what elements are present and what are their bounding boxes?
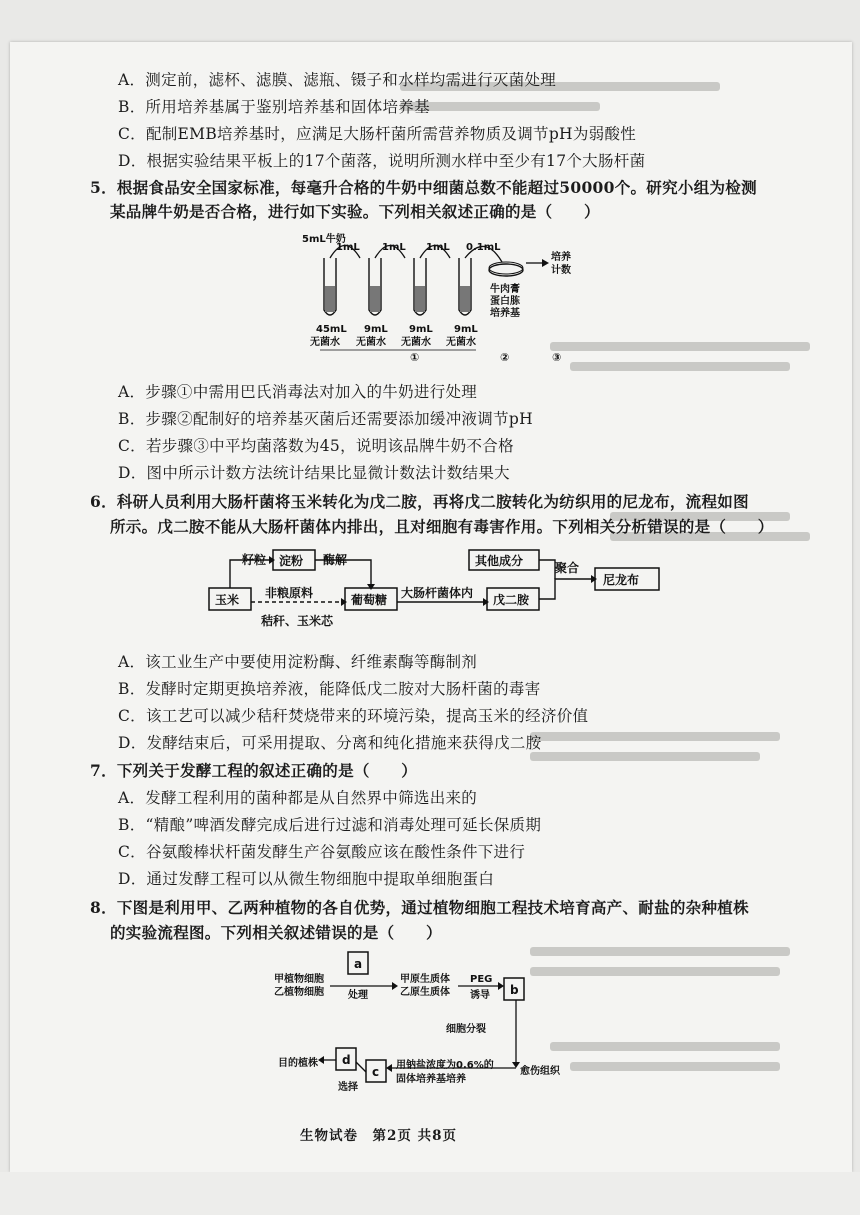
- tube4-water: 无菌水: [446, 337, 476, 348]
- tube2-volume: 9mL: [364, 324, 388, 335]
- label-in-ecoli: 大肠杆菌体内: [401, 586, 474, 600]
- label-peg: PEG: [470, 974, 493, 985]
- tube3-volume: 9mL: [409, 324, 433, 335]
- q8-stem-line1: 8．下图是利用甲、乙两种植物的各自优势，通过植物细胞工程技术培育高产、耐盐的杂种植株: [90, 898, 749, 917]
- label-division: 细胞分裂: [446, 1024, 486, 1035]
- label-polymerize: 聚合: [555, 561, 580, 575]
- node-glucose: 葡萄糖: [351, 593, 388, 607]
- q7-option-c: C．谷氨酸棒状杆菌发酵生产谷氨酸应该在酸性条件下进行: [118, 843, 526, 861]
- background-strip: [0, 1172, 860, 1215]
- label-medium: 固体培养基培养: [396, 1074, 466, 1085]
- milk-label: 5mL牛奶: [302, 234, 346, 245]
- cell-jia: 甲植物细胞: [274, 974, 324, 985]
- q5-stem-line1: 5．根据食品安全国家标准，每毫升合格的牛奶中细菌总数不能超过50000个。研究小组为检测: [90, 178, 757, 197]
- q6-stem-line2: 所示。戊二胺不能从大肠杆菌体内排出，且对细胞有毒害作用。下列相关分析错误的是（ ）: [110, 517, 774, 536]
- q6-option-b: B．发酵时定期更换培养液，能降低戊二胺对大肠杆菌的毒害: [118, 680, 541, 698]
- q4-option-a: A．测定前，滤杯、滤膜、滤瓶、镊子和水样均需进行灭菌处理: [118, 71, 557, 89]
- q6-option-d: D．发酵结束后，可采用提取、分离和纯化措施来获得戊二胺: [118, 734, 542, 752]
- q6-flow-diagram: [205, 542, 765, 628]
- exam-page: [10, 42, 852, 1172]
- tube1-water: 无菌水: [310, 337, 340, 348]
- protoplast-jia: 甲原生质体: [400, 974, 450, 985]
- tube1-volume: 45mL: [316, 324, 347, 335]
- cell-yi: 乙植物细胞: [274, 987, 324, 998]
- culture-label: 培养: [551, 252, 571, 263]
- tube3-water: 无菌水: [401, 337, 431, 348]
- count-label: 计数: [551, 265, 571, 276]
- medium-line2: 蛋白胨: [490, 296, 520, 307]
- q4-option-b: B．所用培养基属于鉴别培养基和固体培养基: [118, 98, 430, 116]
- step-3: ③: [552, 351, 562, 364]
- label-select: 选择: [338, 1082, 358, 1093]
- q7-option-a: A．发酵工程利用的菌种都是从自然界中筛选出来的: [118, 789, 478, 807]
- q8-stem-line2: 的实验流程图。下列相关叙述错误的是（ ）: [110, 923, 442, 942]
- q7-option-b: B．“精酿”啤酒发酵完成后进行过滤和消毒处理可延长保质期: [118, 816, 542, 834]
- q6-option-c: C．该工艺可以减少秸秆焚烧带来的环境污染，提高玉米的经济价值: [118, 707, 589, 725]
- q5-option-c: C．若步骤③中平均菌落数为45，说明该品牌牛奶不合格: [118, 437, 514, 455]
- q7-stem: 7．下列关于发酵工程的叙述正确的是（ ）: [90, 761, 418, 780]
- step-1: ①: [410, 351, 420, 364]
- transfer-1: 1mL: [336, 242, 360, 253]
- q5-option-b: B．步骤②配制好的培养基灭菌后还需要添加缓冲液调节pH: [118, 410, 533, 428]
- node-callus: 愈伤组织: [520, 1066, 560, 1077]
- q6-option-a: A．该工业生产中要使用淀粉酶、纤维素酶等酶制剂: [118, 653, 478, 671]
- q4-option-c: C．配制EMB培养基时，应满足大肠杆菌所需营养物质及调节pH为弱酸性: [118, 125, 637, 143]
- node-nylon: 尼龙布: [603, 573, 640, 587]
- transfer-3: 1mL: [426, 242, 450, 253]
- label-induce: 诱导: [470, 990, 490, 1001]
- q6-stem-line1: 6．科研人员利用大肠杆菌将玉米转化为戊二胺，再将戊二胺转化为纺织用的尼龙布，流程如图: [90, 492, 749, 511]
- tube4-volume: 9mL: [454, 324, 478, 335]
- q5-option-d: D．图中所示计数方法统计结果比显微计数法计数结果大: [118, 464, 510, 482]
- node-corn: 玉米: [215, 593, 240, 607]
- node-other: 其他成分: [475, 554, 524, 568]
- label-non-grain: 非粮原料: [265, 586, 314, 600]
- medium-line1: 牛肉膏: [490, 284, 520, 295]
- tube2-water: 无菌水: [356, 337, 386, 348]
- box-a: a: [354, 957, 363, 971]
- transfer-4: 0.1mL: [466, 242, 501, 253]
- label-process: 处理: [348, 990, 368, 1001]
- box-b: b: [510, 983, 519, 997]
- node-target: 目的植株: [278, 1058, 318, 1069]
- medium-line3: 培养基: [490, 308, 520, 319]
- step-2: ②: [500, 351, 510, 364]
- q5-dilution-diagram: [290, 228, 590, 364]
- label-hydrolysis: 酶解: [323, 553, 348, 567]
- node-starch: 淀粉: [279, 554, 304, 568]
- q8-flow-diagram: [272, 948, 572, 1098]
- q5-stem-line2: 某品牌牛奶是否合格，进行如下实验。下列相关叙述正确的是（ ）: [110, 202, 600, 221]
- label-stalk: 秸秆、玉米芯: [261, 614, 334, 628]
- node-seed: 籽粒: [242, 553, 267, 567]
- label-salt: 用钠盐浓度为0.6%的: [396, 1060, 494, 1071]
- box-c: c: [372, 1065, 380, 1079]
- q7-option-d: D．通过发酵工程可以从微生物细胞中提取单细胞蛋白: [118, 870, 495, 888]
- q4-option-d: D．根据实验结果平板上的17个菌落，说明所测水样中至少有17个大肠杆菌: [118, 152, 646, 170]
- transfer-2: 1mL: [382, 242, 406, 253]
- box-d: d: [342, 1053, 351, 1067]
- node-cadaverine: 戊二胺: [493, 593, 530, 607]
- page-footer: 生物试卷 第2页 共8页: [300, 1128, 457, 1144]
- protoplast-yi: 乙原生质体: [400, 987, 450, 998]
- q5-option-a: A．步骤①中需用巴氏消毒法对加入的牛奶进行处理: [118, 383, 478, 401]
